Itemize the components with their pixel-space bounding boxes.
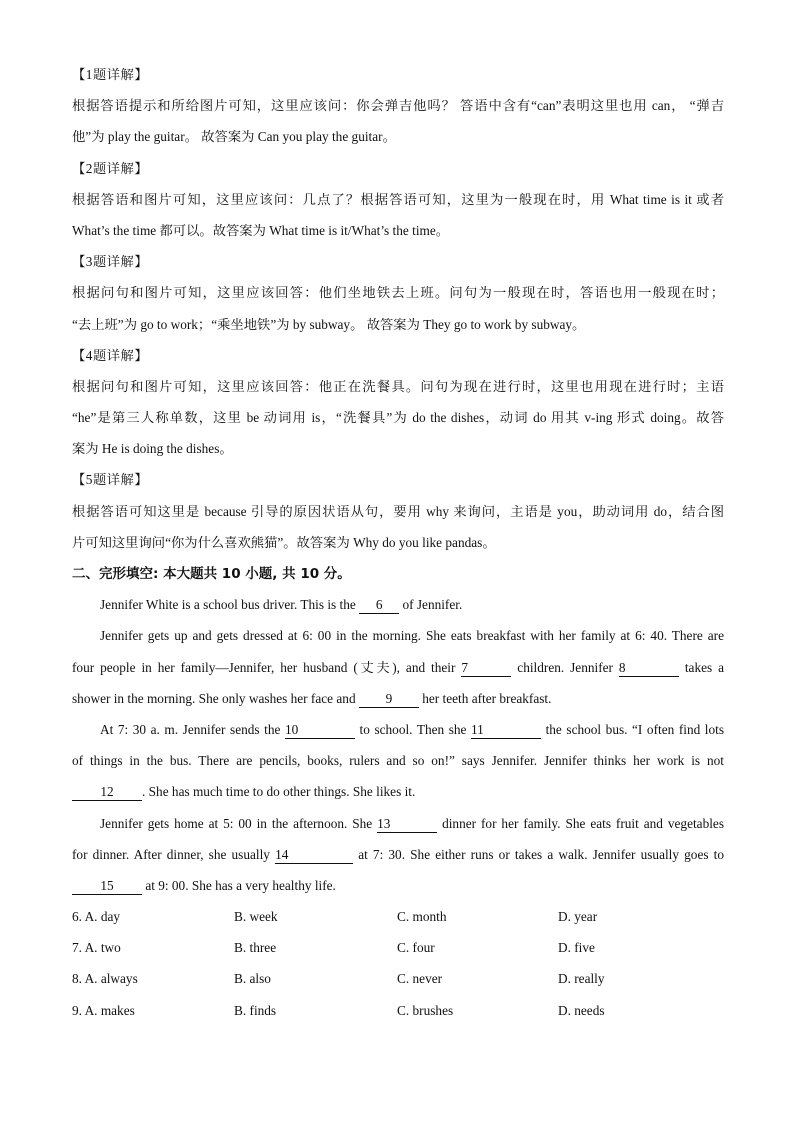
passage-line: for dinner. After dinner, she usually 14 at 7: 30. She either runs or takes a walk. Jennifer usually goes to — [72, 846, 725, 862]
blank-10[interactable]: 10 — [285, 722, 355, 739]
option-8d[interactable]: D. really — [558, 971, 605, 987]
q1-heading: 【1题详解】 — [72, 67, 149, 82]
passage-line: of things in the bus. There are pencils, books, rulers and so on!” says Jennifer. Jennifer thinks her work is not — [72, 753, 724, 769]
q2-heading: 【2题详解】 — [72, 160, 149, 176]
option-9b[interactable]: B. finds — [234, 1002, 277, 1018]
option-6b[interactable]: B. week — [234, 909, 278, 925]
q5-heading: 【5题详解】 — [72, 472, 149, 488]
passage-line: four people in her family—Jennifer, her husband (丈夫), and their 7 children. Jennifer 8 takes a — [72, 659, 724, 675]
passage-line: Jennifer gets up and gets dressed at 6: 00 in the morning. She eats breakfast with her family at 6: 40. There are — [100, 628, 724, 644]
question-options-9 — [72, 1000, 724, 1031]
q4-explanation-line-1: 根据问句和图片可知，这里应该回答：他正在洗餐具。问句为现在进行时，这里也用现在进行时；主语 — [72, 378, 724, 394]
q1-explanation-line-1: 根据答语提示和所给图片可知，这里应该问：你会弹吉他吗？ 答语中含有“can”表明这里也用 can， “弹吉 — [72, 98, 724, 114]
passage-line: Jennifer gets home at 5: 00 in the afternoon. She 13 dinner for her family. She eats fruit and vegetables — [100, 815, 724, 831]
blank-11[interactable]: 11 — [471, 722, 541, 739]
blank-8[interactable]: 8 — [619, 660, 679, 677]
option-9d[interactable]: D. needs — [558, 1002, 605, 1018]
option-6c[interactable]: C. month — [397, 909, 447, 925]
q3-explanation-line-2: “去上班”为 go to work；“乘坐地铁”为 by subway。 故答案为 They go to work by subway。 — [72, 316, 586, 332]
option-8b[interactable]: B. also — [234, 971, 271, 987]
passage-line: 15 at 9: 00. She has a very healthy life. — [72, 875, 724, 906]
option-6d[interactable]: D. year — [558, 909, 598, 925]
passage-line: At 7: 30 a. m. Jennifer sends the 10 to school. Then she 11 the school bus. “I often find lots — [100, 721, 725, 737]
option-8a[interactable]: 8. A. always — [72, 971, 138, 987]
q5-explanation-line-1: 根据答语可知这里是 because 引导的原因状语从句，要用 why 来询问，主语是 you，助动词用 do，结合图 — [72, 503, 724, 519]
blank-7[interactable]: 7 — [461, 660, 511, 677]
q3-explanation-line-1: 根据问句和图片可知，这里应该回答：他们坐地铁去上班。问句为一般现在时，答语也用一般现在时； — [72, 285, 724, 301]
blank-15[interactable]: 15 — [72, 878, 142, 895]
option-7a[interactable]: 7. A. two — [72, 940, 121, 956]
q4-heading: 【4题详解】 — [72, 347, 149, 363]
section-title: 二、完形填空: 本大题共 10 小题, 共 10 分。 — [72, 566, 351, 582]
question-options-6 — [72, 906, 724, 937]
option-7b[interactable]: B. three — [234, 940, 277, 956]
blank-14[interactable]: 14 — [275, 847, 353, 864]
q1-explanation-line-2: 他”为 play the guitar。 故答案为 Can you play the guitar。 — [72, 129, 396, 145]
option-9a[interactable]: 9. A. makes — [72, 1002, 135, 1018]
q3-heading: 【3题详解】 — [72, 254, 149, 270]
passage-line: Jennifer White is a school bus driver. This is the 6 of Jennifer. — [100, 597, 463, 613]
q2-explanation-line-1: 根据答语和图片可知，这里应该问：几点了？根据答语可知，这里为一般现在时，用 What time is it 或者 — [72, 191, 724, 207]
blank-6[interactable]: 6 — [359, 597, 399, 614]
document-content — [72, 64, 724, 1031]
option-8c[interactable]: C. never — [397, 971, 443, 987]
question-options-7 — [72, 937, 724, 968]
blank-9[interactable]: 9 — [359, 691, 419, 708]
blank-13[interactable]: 13 — [377, 816, 437, 833]
q5-explanation-line-2: 片可知这里询问“你为什么喜欢熊猫”。故答案为 Why do you like pandas。 — [72, 534, 496, 550]
q4-explanation-line-3: 案为 He is doing the dishes。 — [72, 441, 233, 457]
q2-explanation-line-2: What’s the time 都可以。故答案为 What time is it/What’s the time。 — [72, 222, 450, 238]
option-9c[interactable]: C. brushes — [397, 1002, 454, 1018]
option-7c[interactable]: C. four — [397, 940, 435, 956]
passage-line: 12 . She has much time to do other things. She likes it. — [72, 781, 724, 812]
q4-explanation-line-2: “he”是第三人称单数，这里 be 动词用 is，“洗餐具”为 do the dishes，动词 do 用其 v-ing 形式 doing。故答 — [72, 410, 724, 426]
option-7d[interactable]: D. five — [558, 940, 595, 956]
option-6a[interactable]: 6. A. day — [72, 909, 121, 925]
blank-12[interactable]: 12 — [72, 784, 142, 801]
question-options-8 — [72, 968, 724, 999]
passage-line: shower in the morning. She only washes her face and 9 her teeth after breakfast. — [72, 690, 552, 706]
